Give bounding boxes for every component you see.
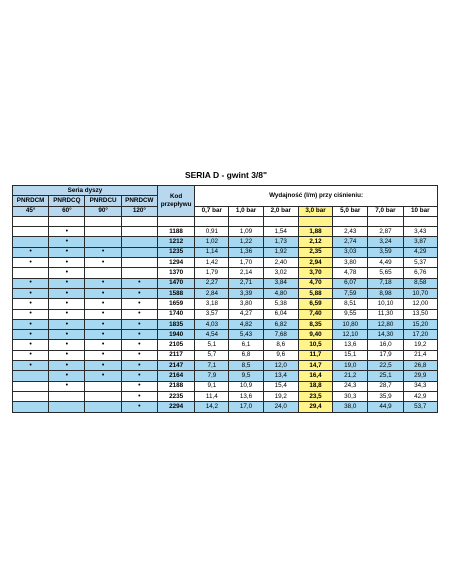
series-name-pnrdcu: PNRDCU bbox=[85, 196, 121, 206]
flow-value-cell: 1,42 bbox=[195, 258, 229, 268]
flow-value-cell: 19,0 bbox=[333, 361, 368, 371]
series-availability-marker: • bbox=[49, 288, 85, 298]
flow-value-cell: 1,73 bbox=[263, 237, 298, 247]
series-availability-marker bbox=[85, 237, 121, 247]
series-availability-marker: • bbox=[85, 258, 121, 268]
series-availability-marker: • bbox=[13, 278, 49, 288]
flow-value-cell: 15,4 bbox=[263, 381, 298, 391]
series-availability-marker: • bbox=[121, 309, 157, 319]
series-name-pnrdcq: PNRDCQ bbox=[49, 196, 85, 206]
series-availability-marker: • bbox=[121, 402, 157, 412]
flow-value-cell: 6,04 bbox=[263, 309, 298, 319]
series-availability-marker: • bbox=[49, 371, 85, 381]
flow-value-cell: 1,09 bbox=[229, 227, 263, 237]
flow-value-cell: 53,7 bbox=[403, 402, 437, 412]
flow-value-cell: 19,2 bbox=[403, 340, 437, 350]
flow-value-cell: 4,49 bbox=[368, 258, 403, 268]
flow-value-cell: 9,1 bbox=[195, 381, 229, 391]
series-availability-marker: • bbox=[13, 340, 49, 350]
flow-value-cell: 11,30 bbox=[368, 309, 403, 319]
table-header bbox=[13, 186, 438, 227]
flow-value-cell: 10,70 bbox=[403, 288, 437, 298]
pressure-header-2-0: 2,0 bar bbox=[263, 206, 298, 216]
flow-value-cell: 3,43 bbox=[403, 227, 437, 237]
flow-value-cell: 12,80 bbox=[368, 319, 403, 329]
series-availability-marker: • bbox=[49, 340, 85, 350]
flow-value-cell: 25,1 bbox=[368, 371, 403, 381]
series-availability-marker bbox=[121, 258, 157, 268]
flow-value-cell: 15,20 bbox=[403, 319, 437, 329]
series-availability-marker: • bbox=[49, 268, 85, 278]
flow-value-cell-highlighted: 14,7 bbox=[298, 361, 332, 371]
series-name-pnrdcw: PNRDCW bbox=[121, 196, 157, 206]
series-availability-marker: • bbox=[85, 361, 121, 371]
flow-value-cell-highlighted: 6,59 bbox=[298, 299, 332, 309]
series-availability-marker bbox=[13, 402, 49, 412]
flow-value-cell: 4,27 bbox=[229, 309, 263, 319]
series-availability-marker: • bbox=[49, 361, 85, 371]
flow-value-cell-highlighted: 18,8 bbox=[298, 381, 332, 391]
flow-value-cell: 5,65 bbox=[368, 268, 403, 278]
series-availability-marker: • bbox=[85, 309, 121, 319]
series-availability-marker: • bbox=[13, 299, 49, 309]
series-angle-90: 90° bbox=[85, 206, 121, 216]
series-name-pnrdcm: PNRDCM bbox=[13, 196, 49, 206]
series-angle-60: 60° bbox=[49, 206, 85, 216]
flow-code-cell: 2164 bbox=[157, 371, 194, 381]
table-body bbox=[13, 227, 438, 412]
flow-value-cell: 15,1 bbox=[333, 350, 368, 360]
flow-value-cell: 5,37 bbox=[403, 258, 437, 268]
series-availability-marker: • bbox=[85, 350, 121, 360]
series-availability-marker: • bbox=[49, 350, 85, 360]
flow-value-cell: 7,18 bbox=[368, 278, 403, 288]
series-availability-marker: • bbox=[49, 309, 85, 319]
flow-value-cell: 14,30 bbox=[368, 330, 403, 340]
header-spacer-row bbox=[13, 216, 438, 226]
flow-code-cell: 1188 bbox=[157, 227, 194, 237]
flow-value-cell: 17,0 bbox=[229, 402, 263, 412]
flow-value-cell-highlighted: 16,4 bbox=[298, 371, 332, 381]
flow-code-cell: 2188 bbox=[157, 381, 194, 391]
series-availability-marker: • bbox=[121, 361, 157, 371]
flow-value-cell: 28,7 bbox=[368, 381, 403, 391]
table-row bbox=[13, 350, 438, 360]
series-availability-marker bbox=[13, 268, 49, 278]
flow-code-cell: 1740 bbox=[157, 309, 194, 319]
flow-value-cell: 13,50 bbox=[403, 309, 437, 319]
flow-value-cell: 24,0 bbox=[263, 402, 298, 412]
series-availability-marker bbox=[85, 268, 121, 278]
flow-value-cell: 35,9 bbox=[368, 391, 403, 401]
flow-value-cell: 12,10 bbox=[333, 330, 368, 340]
flow-code-cell: 1370 bbox=[157, 268, 194, 278]
page-title: SERIA D - gwint 3/8" bbox=[184, 170, 268, 180]
flow-value-cell: 9,6 bbox=[263, 350, 298, 360]
flow-value-cell-highlighted: 8,35 bbox=[298, 319, 332, 329]
series-availability-marker: • bbox=[49, 330, 85, 340]
series-availability-marker: • bbox=[121, 330, 157, 340]
table-row bbox=[13, 402, 438, 412]
flow-value-cell: 10,80 bbox=[333, 319, 368, 329]
series-availability-marker: • bbox=[13, 288, 49, 298]
flow-code-cell: 1835 bbox=[157, 319, 194, 329]
series-availability-marker: • bbox=[85, 247, 121, 257]
series-availability-marker: • bbox=[121, 371, 157, 381]
series-availability-marker bbox=[121, 237, 157, 247]
flow-value-cell: 4,54 bbox=[195, 330, 229, 340]
table-row bbox=[13, 319, 438, 329]
flow-value-cell: 5,38 bbox=[263, 299, 298, 309]
flow-value-cell-highlighted: 5,88 bbox=[298, 288, 332, 298]
flow-value-cell: 1,02 bbox=[195, 237, 229, 247]
table-row bbox=[13, 330, 438, 340]
flow-value-cell: 6,76 bbox=[403, 268, 437, 278]
pressure-header-0-7: 0,7 bar bbox=[195, 206, 229, 216]
flow-value-cell: 13,4 bbox=[263, 371, 298, 381]
flow-value-cell: 5,7 bbox=[195, 350, 229, 360]
flow-code-cell: 2147 bbox=[157, 361, 194, 371]
series-availability-marker bbox=[85, 227, 121, 237]
series-availability-marker bbox=[121, 227, 157, 237]
flow-value-cell-highlighted: 1,88 bbox=[298, 227, 332, 237]
flow-value-cell: 2,27 bbox=[195, 278, 229, 288]
series-availability-marker: • bbox=[85, 278, 121, 288]
flow-value-cell: 7,59 bbox=[333, 288, 368, 298]
series-availability-marker: • bbox=[49, 299, 85, 309]
flow-value-cell: 1,79 bbox=[195, 268, 229, 278]
flow-value-cell: 12,00 bbox=[403, 299, 437, 309]
table-row bbox=[13, 237, 438, 247]
flow-code-cell: 1235 bbox=[157, 247, 194, 257]
flow-value-cell: 21,2 bbox=[333, 371, 368, 381]
flow-value-cell-highlighted: 11,7 bbox=[298, 350, 332, 360]
flow-value-cell: 38,0 bbox=[333, 402, 368, 412]
table-row bbox=[13, 288, 438, 298]
flow-value-cell: 4,03 bbox=[195, 319, 229, 329]
flow-value-cell: 24,3 bbox=[333, 381, 368, 391]
flow-value-cell: 34,3 bbox=[403, 381, 437, 391]
series-availability-marker: • bbox=[121, 288, 157, 298]
series-availability-marker bbox=[85, 381, 121, 391]
series-availability-marker: • bbox=[121, 391, 157, 401]
flow-value-cell: 6,1 bbox=[229, 340, 263, 350]
flow-value-cell: 4,29 bbox=[403, 247, 437, 257]
series-availability-marker bbox=[13, 381, 49, 391]
flow-code-cell: 2235 bbox=[157, 391, 194, 401]
series-availability-marker: • bbox=[49, 258, 85, 268]
series-availability-marker bbox=[49, 391, 85, 401]
nozzle-flow-table bbox=[12, 185, 438, 413]
flow-value-cell: 2,84 bbox=[195, 288, 229, 298]
series-availability-marker bbox=[13, 371, 49, 381]
series-availability-marker bbox=[13, 391, 49, 401]
series-availability-marker: • bbox=[13, 350, 49, 360]
flow-value-cell: 7,1 bbox=[195, 361, 229, 371]
flow-value-cell: 11,4 bbox=[195, 391, 229, 401]
flow-value-cell: 2,74 bbox=[333, 237, 368, 247]
series-availability-marker: • bbox=[13, 361, 49, 371]
flow-value-cell: 30,3 bbox=[333, 391, 368, 401]
flow-value-cell: 3,03 bbox=[333, 247, 368, 257]
series-availability-marker: • bbox=[49, 319, 85, 329]
flow-value-cell: 22,5 bbox=[368, 361, 403, 371]
flow-code-header-line2: przepływu bbox=[160, 200, 192, 208]
pressure-group-header: Wydajność (l/m) przy ciśnieniu: bbox=[195, 186, 438, 207]
flow-value-cell: 8,58 bbox=[403, 278, 437, 288]
flow-value-cell-highlighted: 2,35 bbox=[298, 247, 332, 257]
flow-value-cell-highlighted: 7,40 bbox=[298, 309, 332, 319]
series-availability-marker: • bbox=[121, 350, 157, 360]
flow-value-cell: 4,80 bbox=[263, 288, 298, 298]
flow-value-cell-highlighted: 4,70 bbox=[298, 278, 332, 288]
flow-value-cell: 2,40 bbox=[263, 258, 298, 268]
flow-value-cell: 1,54 bbox=[263, 227, 298, 237]
flow-value-cell: 2,43 bbox=[333, 227, 368, 237]
flow-value-cell: 8,5 bbox=[229, 361, 263, 371]
flow-value-cell: 26,8 bbox=[403, 361, 437, 371]
flow-value-cell: 8,98 bbox=[368, 288, 403, 298]
series-group-header: Seria dyszy bbox=[13, 186, 158, 196]
series-availability-marker: • bbox=[49, 247, 85, 257]
flow-value-cell: 3,02 bbox=[263, 268, 298, 278]
series-availability-marker: • bbox=[85, 319, 121, 329]
flow-value-cell: 1,14 bbox=[195, 247, 229, 257]
series-availability-marker: • bbox=[85, 288, 121, 298]
series-availability-marker bbox=[13, 227, 49, 237]
flow-value-cell: 2,71 bbox=[229, 278, 263, 288]
flow-code-cell: 2105 bbox=[157, 340, 194, 350]
flow-value-cell: 5,1 bbox=[195, 340, 229, 350]
series-availability-marker bbox=[121, 247, 157, 257]
flow-code-cell: 1588 bbox=[157, 288, 194, 298]
series-availability-marker bbox=[85, 402, 121, 412]
flow-value-cell-highlighted: 2,12 bbox=[298, 237, 332, 247]
flow-value-cell: 0,91 bbox=[195, 227, 229, 237]
flow-code-cell: 2294 bbox=[157, 402, 194, 412]
series-availability-marker: • bbox=[85, 340, 121, 350]
flow-value-cell-highlighted: 23,5 bbox=[298, 391, 332, 401]
flow-value-cell: 10,9 bbox=[229, 381, 263, 391]
series-availability-marker: • bbox=[49, 237, 85, 247]
pressure-header-10: 10 bar bbox=[403, 206, 437, 216]
series-availability-marker bbox=[121, 268, 157, 278]
flow-value-cell: 13,6 bbox=[229, 391, 263, 401]
flow-code-cell: 1294 bbox=[157, 258, 194, 268]
flow-value-cell: 14,2 bbox=[195, 402, 229, 412]
flow-value-cell: 17,20 bbox=[403, 330, 437, 340]
flow-value-cell: 19,2 bbox=[263, 391, 298, 401]
table-row bbox=[13, 247, 438, 257]
flow-value-cell-highlighted: 9,40 bbox=[298, 330, 332, 340]
table-row bbox=[13, 299, 438, 309]
series-availability-marker: • bbox=[121, 319, 157, 329]
series-availability-marker: • bbox=[13, 309, 49, 319]
table-row bbox=[13, 258, 438, 268]
flow-code-header bbox=[157, 186, 194, 217]
flow-value-cell: 1,36 bbox=[229, 247, 263, 257]
series-availability-marker bbox=[85, 391, 121, 401]
flow-value-cell: 21,4 bbox=[403, 350, 437, 360]
flow-value-cell: 8,51 bbox=[333, 299, 368, 309]
flow-value-cell: 8,6 bbox=[263, 340, 298, 350]
flow-value-cell: 9,55 bbox=[333, 309, 368, 319]
flow-code-cell: 1470 bbox=[157, 278, 194, 288]
table-row bbox=[13, 391, 438, 401]
series-availability-marker: • bbox=[85, 299, 121, 309]
flow-value-cell: 16,0 bbox=[368, 340, 403, 350]
table-row bbox=[13, 278, 438, 288]
pressure-header-3-0: 3,0 bar bbox=[298, 206, 332, 216]
flow-value-cell: 3,18 bbox=[195, 299, 229, 309]
table-row bbox=[13, 381, 438, 391]
table-row bbox=[13, 340, 438, 350]
flow-value-cell: 6,07 bbox=[333, 278, 368, 288]
series-availability-marker: • bbox=[13, 258, 49, 268]
series-availability-marker bbox=[13, 237, 49, 247]
table-row bbox=[13, 309, 438, 319]
flow-code-cell: 1940 bbox=[157, 330, 194, 340]
flow-value-cell: 4,82 bbox=[229, 319, 263, 329]
pressure-header-7-0: 7,0 bar bbox=[368, 206, 403, 216]
flow-code-cell: 1659 bbox=[157, 299, 194, 309]
flow-value-cell: 29,9 bbox=[403, 371, 437, 381]
series-availability-marker bbox=[49, 402, 85, 412]
series-availability-marker: • bbox=[121, 340, 157, 350]
flow-value-cell: 7,68 bbox=[263, 330, 298, 340]
flow-value-cell-highlighted: 2,94 bbox=[298, 258, 332, 268]
series-availability-marker: • bbox=[121, 278, 157, 288]
flow-value-cell: 2,14 bbox=[229, 268, 263, 278]
flow-value-cell: 3,87 bbox=[403, 237, 437, 247]
flow-value-cell: 3,80 bbox=[333, 258, 368, 268]
flow-value-cell: 42,9 bbox=[403, 391, 437, 401]
flow-value-cell: 3,24 bbox=[368, 237, 403, 247]
flow-value-cell: 1,92 bbox=[263, 247, 298, 257]
flow-value-cell: 7,9 bbox=[195, 371, 229, 381]
flow-value-cell: 1,22 bbox=[229, 237, 263, 247]
flow-value-cell: 10,10 bbox=[368, 299, 403, 309]
flow-code-cell: 2117 bbox=[157, 350, 194, 360]
flow-value-cell: 3,59 bbox=[368, 247, 403, 257]
flow-value-cell: 9,5 bbox=[229, 371, 263, 381]
flow-value-cell: 17,9 bbox=[368, 350, 403, 360]
flow-value-cell: 2,87 bbox=[368, 227, 403, 237]
flow-value-cell: 13,6 bbox=[333, 340, 368, 350]
table-row bbox=[13, 371, 438, 381]
flow-value-cell: 1,70 bbox=[229, 258, 263, 268]
series-availability-marker: • bbox=[85, 371, 121, 381]
series-availability-marker: • bbox=[13, 330, 49, 340]
flow-value-cell: 3,80 bbox=[229, 299, 263, 309]
series-availability-marker: • bbox=[49, 381, 85, 391]
series-angle-45: 45° bbox=[13, 206, 49, 216]
table-row bbox=[13, 227, 438, 237]
series-availability-marker: • bbox=[13, 319, 49, 329]
flow-value-cell-highlighted: 3,70 bbox=[298, 268, 332, 278]
flow-value-cell-highlighted: 29,4 bbox=[298, 402, 332, 412]
flow-value-cell: 6,82 bbox=[263, 319, 298, 329]
series-angle-120: 120° bbox=[121, 206, 157, 216]
series-availability-marker: • bbox=[49, 227, 85, 237]
flow-value-cell: 44,9 bbox=[368, 402, 403, 412]
pressure-header-1-0: 1,0 bar bbox=[229, 206, 263, 216]
flow-value-cell: 6,8 bbox=[229, 350, 263, 360]
table-row bbox=[13, 268, 438, 278]
pressure-header-5-0: 5,0 bar bbox=[333, 206, 368, 216]
series-availability-marker: • bbox=[121, 381, 157, 391]
flow-code-cell: 1212 bbox=[157, 237, 194, 247]
flow-value-cell-highlighted: 10,5 bbox=[298, 340, 332, 350]
series-availability-marker: • bbox=[49, 278, 85, 288]
flow-value-cell: 5,43 bbox=[229, 330, 263, 340]
series-availability-marker: • bbox=[85, 330, 121, 340]
flow-value-cell: 3,57 bbox=[195, 309, 229, 319]
flow-value-cell: 12,0 bbox=[263, 361, 298, 371]
flow-value-cell: 4,78 bbox=[333, 268, 368, 278]
series-availability-marker: • bbox=[121, 299, 157, 309]
flow-value-cell: 3,84 bbox=[263, 278, 298, 288]
flow-code-header-line1: Kod bbox=[169, 192, 183, 200]
series-availability-marker: • bbox=[13, 247, 49, 257]
flow-value-cell: 3,39 bbox=[229, 288, 263, 298]
table-row bbox=[13, 361, 438, 371]
